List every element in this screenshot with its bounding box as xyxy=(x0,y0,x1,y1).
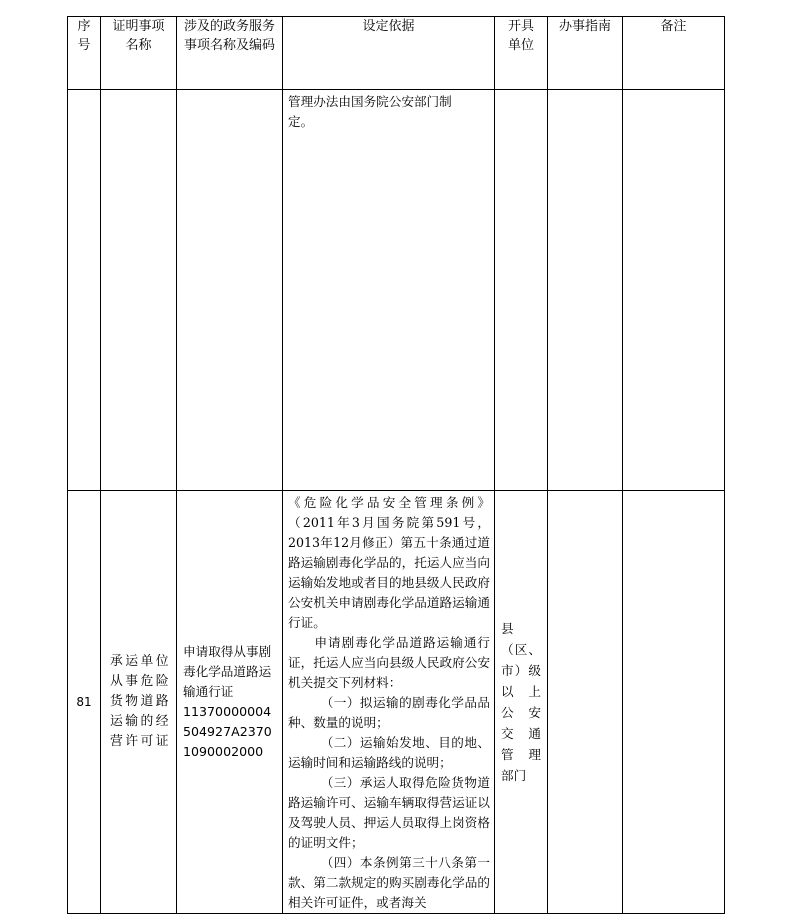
cont-issuing-unit-cell xyxy=(495,90,548,491)
basis-paragraph: （二）运输始发地、目的地、运输时间和运输路线的说明； xyxy=(288,735,490,770)
table-row-81 xyxy=(68,491,725,914)
table-row-continuation xyxy=(68,90,725,491)
header-seq: 序号 xyxy=(68,17,101,90)
basis-paragraph: （一）拟运输的剧毒化学品品种、数量的说明； xyxy=(288,695,490,730)
certification-table xyxy=(67,16,725,914)
row81-issuing-unit xyxy=(495,491,548,914)
cont-basis-line: 定。 xyxy=(288,114,314,129)
row81-remarks xyxy=(623,491,725,914)
issuing-unit-line: 以 上 xyxy=(501,684,541,699)
cont-remarks-cell xyxy=(623,90,725,491)
issuing-unit-line: 公 安 xyxy=(501,705,541,720)
row81-guide xyxy=(548,491,623,914)
row81-cert-name: 承运单位从事危险货物道路运输的经营许可证 xyxy=(101,491,177,914)
header-row xyxy=(68,17,725,90)
cont-service-item-cell xyxy=(177,90,283,491)
basis-paragraph: 申请剧毒化学品道路运输通行证，托运人应当向县级人民政府公安机关提交下列材料： xyxy=(288,635,490,690)
row81-service-item xyxy=(177,491,283,914)
cont-cert-name-cell xyxy=(101,90,177,491)
issuing-unit-line: 市）级 xyxy=(501,663,541,678)
basis-paragraph: （四）本条例第三十八条第一款、第二款规定的购买剧毒化学品的相关许可证件，或者海关 xyxy=(288,855,490,910)
row81-service-item-name: 申请取得从事剧毒化学品道路运输通行证 xyxy=(183,644,272,699)
header-basis: 设定依据 xyxy=(283,17,495,90)
header-service-item: 涉及的政务服务事项名称及编码 xyxy=(177,17,283,90)
header-cert-name: 证明事项名称 xyxy=(101,17,177,90)
issuing-unit-line: 部门 xyxy=(501,768,527,783)
row81-basis xyxy=(283,491,495,914)
issuing-unit-line: 管 理 xyxy=(501,747,541,762)
header-guide: 办事指南 xyxy=(548,17,623,90)
issuing-unit-line: 县 xyxy=(501,621,514,636)
cont-basis-line: 管理办法由国务院公安部门制 xyxy=(288,94,452,109)
issuing-unit-line: （区、 xyxy=(501,642,541,657)
cont-seq-cell xyxy=(68,90,101,491)
issuing-unit-line: 交 通 xyxy=(501,726,541,741)
basis-paragraph: （三）承运人取得危险货物道路运输许可、运输车辆取得营运证以及驾驶人员、押运人员取得上岗资格的证明文件； xyxy=(288,775,490,850)
header-issuing-unit: 开具单位 xyxy=(495,17,548,90)
row81-service-item-code: 11370000004504927A23701090002000 xyxy=(183,704,272,759)
cont-guide-cell xyxy=(548,90,623,491)
row81-seq: 81 xyxy=(68,491,101,914)
header-remarks: 备注 xyxy=(623,17,725,90)
basis-paragraph: 《危险化学品安全管理条例》（2011年3月国务院第591号，2013年12月修正）第五十条通过道路运输剧毒化学品的，托运人应当向运输始发地或者目的地县级人民政府公安机关申请剧毒化学品道路运输通行证。 xyxy=(288,495,490,630)
cont-basis-cell xyxy=(283,90,495,491)
